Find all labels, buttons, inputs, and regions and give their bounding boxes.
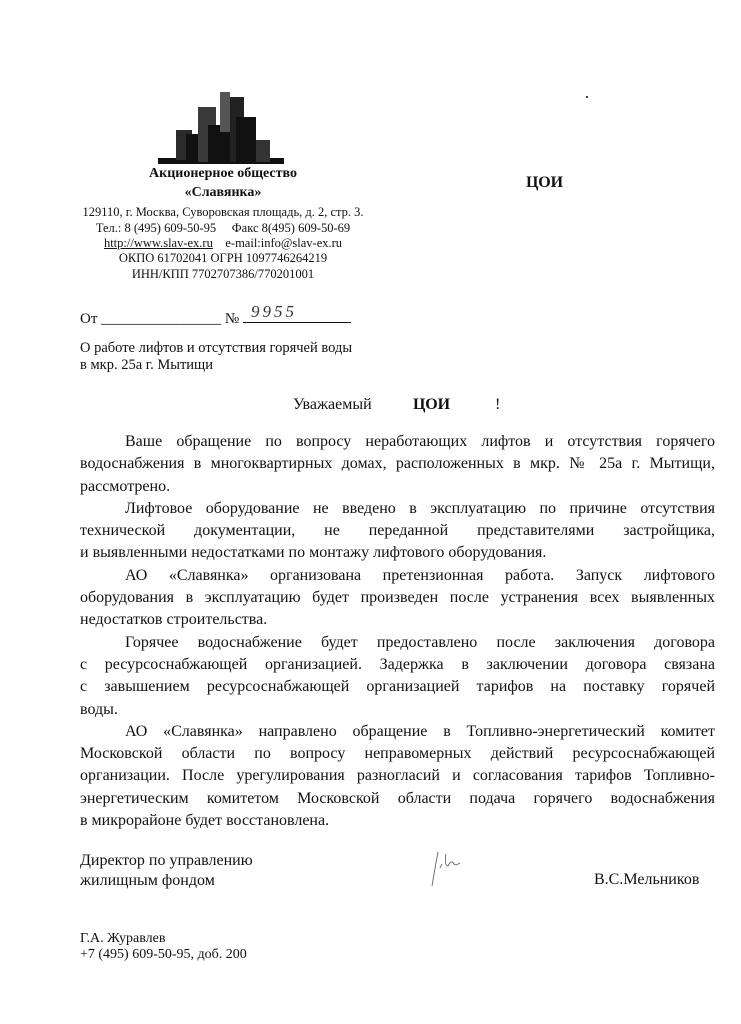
body-line: водоснабжения в многоквартирных домах, расположенных в мкр. № 25а г. Мытищи, — [80, 455, 715, 473]
body-line: Лифтовое оборудование не введено в эксплуатацию по причине отсутствия — [125, 499, 715, 517]
org-name: «Славянка» — [184, 185, 262, 200]
org-email: e-mail:info@slav-ex.ru — [225, 236, 343, 250]
org-phone: Тел.: 8 (495) 609-50-95 — [95, 221, 217, 235]
subject — [80, 340, 352, 374]
position-line: Директор по управлению — [80, 852, 253, 869]
greeting-end: ! — [495, 396, 501, 413]
body-line: энергетическим комитетом Московской области подача горячего водоснабжения — [80, 789, 715, 807]
body-line: АО «Славянка» организована претензионная работа. Запуск лифтового — [125, 566, 715, 584]
from-blank: ________________ — [101, 311, 222, 327]
executor-name: Г.А. Журавлев — [80, 931, 166, 946]
org-website-link[interactable]: http://www.slav-ex.ru — [103, 236, 213, 250]
org-type: Акционерное общество — [149, 166, 297, 181]
org-okpo-ogrn: ОКПО 61702041 ОГРН 1097746264219 — [118, 251, 328, 265]
paragraph — [80, 565, 715, 632]
executor-phone: +7 (495) 609-50-95, доб. 200 — [80, 947, 247, 962]
body-line: воды. — [80, 700, 118, 718]
org-web-email — [60, 236, 386, 251]
body-line: организации. После урегулирования разногласий и согласования тарифов Топливно- — [80, 767, 715, 785]
reference-line — [80, 302, 351, 328]
org-phone-fax — [60, 221, 386, 236]
greeting-word: Уважаемый — [293, 396, 372, 413]
body-line: в микрорайоне будет восстановлена. — [80, 812, 330, 830]
body-line: АО «Славянка» направлено обращение в Топливно-энергетический комитет — [125, 722, 715, 740]
scan-dot — [586, 96, 588, 98]
org-inn-kpp: ИНН/КПП 7702707386/770201001 — [131, 267, 315, 281]
org-fax: Факс 8(495) 609-50-69 — [231, 221, 351, 235]
from-label: От — [80, 311, 98, 327]
body-line: Ваше обращение по вопросу неработающих лифтов и отсутствия горячего — [125, 433, 715, 450]
body-line: Московской области по вопросу неправомерных действий ресурсоснабжающей — [80, 745, 715, 763]
body-line: и выявленными недостатками по монтажу лифтового оборудования. — [80, 544, 547, 562]
paragraph — [80, 721, 715, 832]
body-line: с завышением ресурсоснабжающей организацией тарифов на поставку горячей — [80, 678, 715, 696]
recipient: ЦОИ — [526, 174, 564, 191]
paragraph — [80, 498, 715, 565]
handwritten-signature — [428, 846, 474, 890]
body-line: оборудования в эксплуатацию будет произведен после устранения всех выявленных — [80, 589, 715, 607]
subject-line: в мкр. 25а г. Мытищи — [80, 357, 213, 373]
body-line: рассмотрено. — [80, 477, 171, 495]
number-handwritten: 9955 — [250, 302, 297, 321]
body-line: Горячее водоснабжение будет предоставлено после заключения договора — [125, 633, 715, 651]
number-label: № — [224, 311, 240, 327]
signatory-name: В.С.Мельников — [594, 871, 700, 888]
org-address: 129110, г. Москва, Суворовская площадь, д. 2, стр. 3. — [82, 205, 364, 219]
letter-body — [80, 431, 715, 832]
body-line: с ресурсоснабжающей организацией. Задержка в заключении договора связана — [80, 655, 715, 673]
executor — [80, 931, 247, 963]
paragraph — [80, 431, 715, 498]
greeting-name: ЦОИ — [413, 396, 451, 413]
company-logo-buildings — [158, 92, 284, 164]
signature-position — [80, 851, 253, 891]
body-line: недостатков строительства. — [80, 611, 268, 629]
paragraph — [80, 632, 715, 721]
subject-line: О работе лифтов и отсутствия горячей воды — [80, 340, 353, 356]
position-line: жилищным фондом — [80, 872, 215, 889]
body-line: технической документации, не переданной представителями застройщика, — [80, 522, 715, 540]
